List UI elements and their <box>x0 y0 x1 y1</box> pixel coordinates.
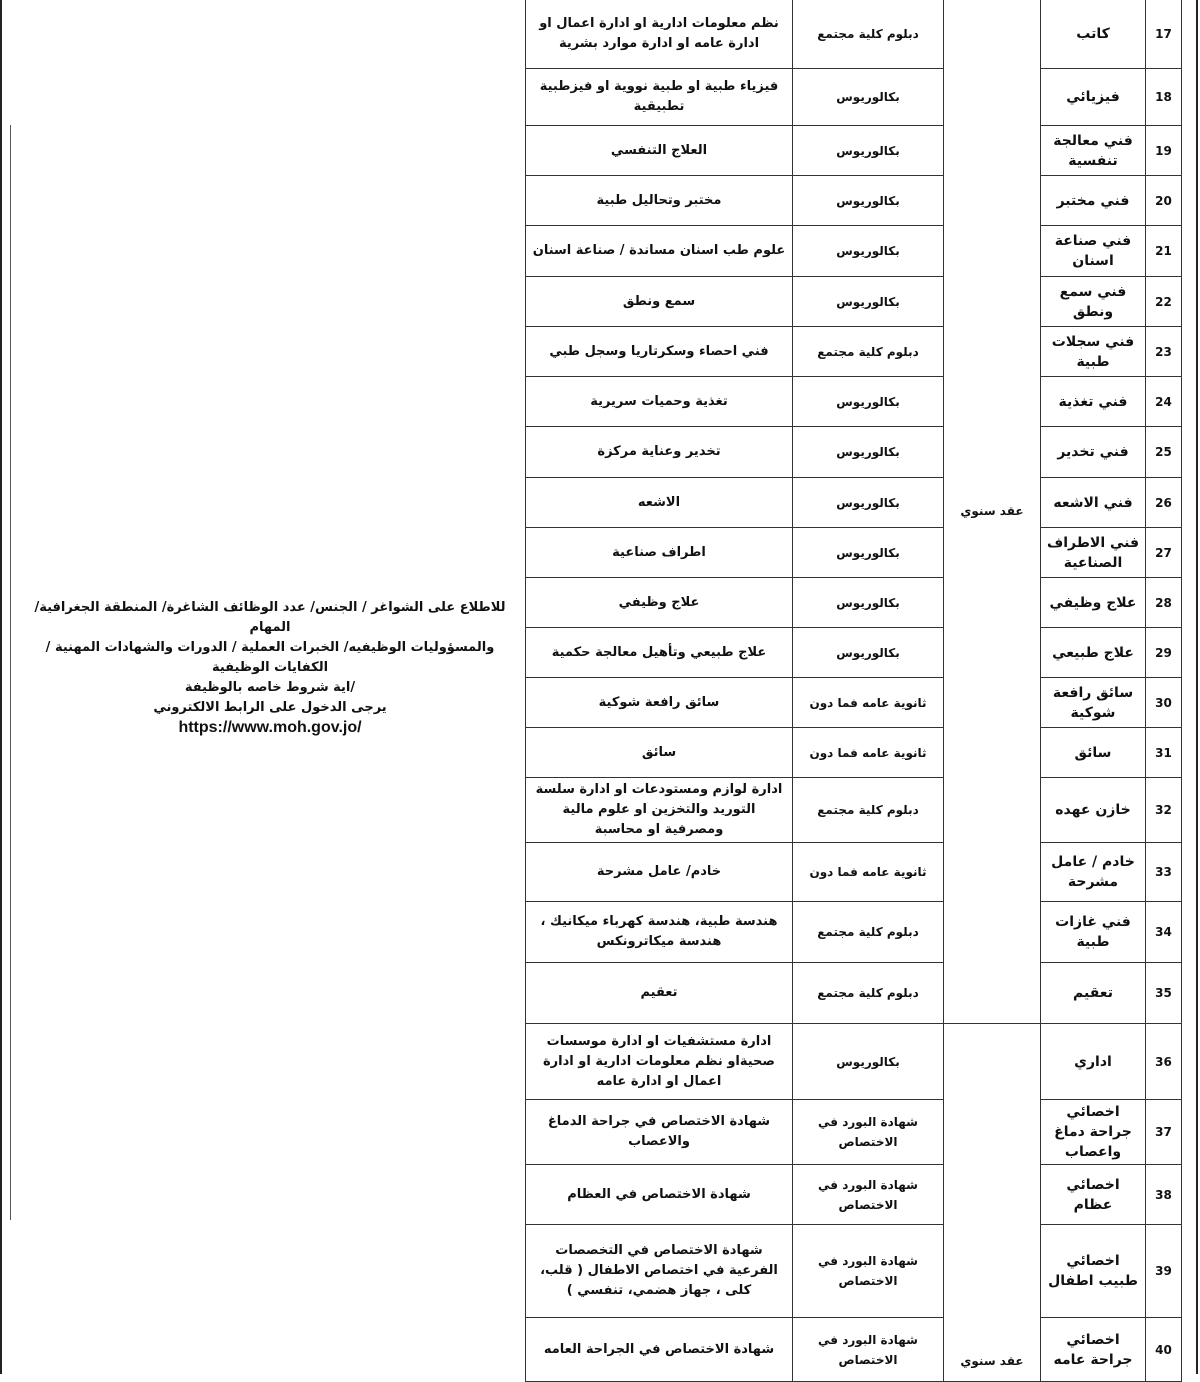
job-title-cell: تعقيم <box>1041 963 1146 1024</box>
table-row <box>526 1225 1182 1318</box>
table-row <box>526 176 1182 226</box>
specialization-cell: علاج طبيعي وتأهيل معالجة حكمية <box>526 628 793 678</box>
job-title-cell: فني غازات طبية <box>1041 902 1146 963</box>
table-row <box>526 427 1182 478</box>
specialization-cell: فني احصاء وسكرتاريا وسجل طبي <box>526 327 793 377</box>
degree-cell: بكالوريوس <box>793 578 944 628</box>
row-number-cell: 29 <box>1146 628 1182 678</box>
row-number-cell: 40 <box>1146 1318 1182 1382</box>
specialization-cell: شهادة الاختصاص في جراحة الدماغ والاعصاب <box>526 1100 793 1165</box>
degree-cell: شهادة البورد في الاختصاص <box>793 1165 944 1225</box>
degree-cell: ثانوية عامه فما دون <box>793 843 944 902</box>
table-row <box>526 678 1182 728</box>
degree-cell: بكالوريوس <box>793 528 944 578</box>
degree-cell: بكالوريوس <box>793 226 944 277</box>
notice-line: يرجى الدخول على الرابط الالكتروني <box>153 700 387 715</box>
degree-cell: شهادة البورد في الاختصاص <box>793 1225 944 1318</box>
degree-cell: بكالوريوس <box>793 277 944 327</box>
jobs-table-body <box>526 0 1182 1382</box>
degree-cell: بكالوريوس <box>793 377 944 427</box>
job-title-cell: فني سمع ونطق <box>1041 277 1146 327</box>
table-row <box>526 963 1182 1024</box>
specialization-cell: سائق <box>526 728 793 778</box>
specialization-cell: سائق رافعة شوكية <box>526 678 793 728</box>
notice-line: /اية شروط خاصه بالوظيفة <box>184 680 356 695</box>
table-row <box>526 69 1182 126</box>
degree-cell: دبلوم كلية مجتمع <box>793 327 944 377</box>
margin-line <box>10 125 11 1220</box>
job-title-cell: علاج طبيعي <box>1041 628 1146 678</box>
table-row <box>526 0 1182 69</box>
degree-cell: بكالوريوس <box>793 478 944 528</box>
notice-line: والمسؤوليات الوظيفيه/ الخبرات العملية / الدورات والشهادات المهنية / الكفايات الوظيفية <box>45 640 495 675</box>
table-row <box>526 902 1182 963</box>
table-row <box>526 478 1182 528</box>
degree-cell: شهادة البورد في الاختصاص <box>793 1100 944 1165</box>
table-row <box>526 327 1182 377</box>
row-number-cell: 24 <box>1146 377 1182 427</box>
job-title-cell: اخصائي طبيب اطفال <box>1041 1225 1146 1318</box>
job-title-cell: اخصائي جراحة دماغ واعصاب <box>1041 1100 1146 1165</box>
degree-cell: ثانوية عامه فما دون <box>793 678 944 728</box>
table-row <box>526 528 1182 578</box>
degree-cell: دبلوم كلية مجتمع <box>793 902 944 963</box>
degree-cell: بكالوريوس <box>793 1024 944 1100</box>
table-row <box>526 277 1182 327</box>
table-row <box>526 377 1182 427</box>
specialization-cell: خادم/ عامل مشرحة <box>526 843 793 902</box>
degree-cell: بكالوريوس <box>793 176 944 226</box>
job-title-cell: علاج وظيفي <box>1041 578 1146 628</box>
job-title-cell: فني معالجة تنفسية <box>1041 126 1146 176</box>
row-number-cell: 30 <box>1146 678 1182 728</box>
specialization-cell: علوم طب اسنان مساندة / صناعة اسنان <box>526 226 793 277</box>
degree-cell: بكالوريوس <box>793 69 944 126</box>
job-title-cell: فني الاشعه <box>1041 478 1146 528</box>
table-row <box>526 126 1182 176</box>
contract-type-cell: عقد سنوي <box>944 1024 1041 1382</box>
jobs-table <box>525 0 1182 1382</box>
specialization-cell: علاج وظيفي <box>526 578 793 628</box>
row-number-cell: 37 <box>1146 1100 1182 1165</box>
table-row <box>526 1318 1182 1382</box>
degree-cell: بكالوريوس <box>793 126 944 176</box>
contract-type-cell: عقد سنوي <box>944 0 1041 1024</box>
row-number-cell: 19 <box>1146 126 1182 176</box>
job-title-cell: كاتب <box>1041 0 1146 69</box>
specialization-cell: شهادة الاختصاص في العظام <box>526 1165 793 1225</box>
job-title-cell: اداري <box>1041 1024 1146 1100</box>
row-number-cell: 33 <box>1146 843 1182 902</box>
degree-cell: بكالوريوس <box>793 628 944 678</box>
specialization-cell: ادارة مستشفيات او ادارة موسسات صحيةاو نظم معلومات ادارية او ادارة اعمال او ادارة عامه <box>526 1024 793 1100</box>
table-row <box>526 578 1182 628</box>
degree-cell: بكالوريوس <box>793 427 944 478</box>
table-row <box>526 728 1182 778</box>
specialization-cell: شهادة الاختصاص في التخصصات الفرعية في اختصاص الاطفال ( قلب، كلى ، جهاز هضمي، تنفسي ) <box>526 1225 793 1318</box>
specialization-cell: فيزياء طبية او طبية نووية او فيزطبية تطبيقية <box>526 69 793 126</box>
specialization-cell: تخدير وعناية مركزة <box>526 427 793 478</box>
job-title-cell: فني صناعة اسنان <box>1041 226 1146 277</box>
job-title-cell: فني سجلات طبية <box>1041 327 1146 377</box>
row-number-cell: 28 <box>1146 578 1182 628</box>
degree-cell: دبلوم كلية مجتمع <box>793 778 944 843</box>
row-number-cell: 27 <box>1146 528 1182 578</box>
degree-cell: شهادة البورد في الاختصاص <box>793 1318 944 1382</box>
row-number-cell: 31 <box>1146 728 1182 778</box>
row-number-cell: 39 <box>1146 1225 1182 1318</box>
degree-cell: دبلوم كلية مجتمع <box>793 0 944 69</box>
notice-url-link[interactable]: https://www.moh.gov.jo/ <box>178 719 362 736</box>
row-number-cell: 32 <box>1146 778 1182 843</box>
specialization-cell: هندسة طبية، هندسة كهرباء ميكانيك ، هندسة ميكاترونكس <box>526 902 793 963</box>
specialization-cell: ادارة لوازم ومستودعات او ادارة سلسة التوريد والتخزين او علوم مالية ومصرفية او محاسبة <box>526 778 793 843</box>
job-title-cell: سائق رافعة شوكية <box>1041 678 1146 728</box>
specialization-cell: الاشعه <box>526 478 793 528</box>
table-row <box>526 843 1182 902</box>
specialization-cell: سمع ونطق <box>526 277 793 327</box>
specialization-cell: نظم معلومات ادارية او ادارة اعمال او ادارة عامه او ادارة موارد بشرية <box>526 0 793 69</box>
table-row <box>526 1100 1182 1165</box>
notice-block <box>20 598 520 738</box>
specialization-cell: مختبر وتحاليل طبية <box>526 176 793 226</box>
row-number-cell: 20 <box>1146 176 1182 226</box>
table-row <box>526 1024 1182 1100</box>
row-number-cell: 36 <box>1146 1024 1182 1100</box>
table-row <box>526 226 1182 277</box>
job-title-cell: فني تغذية <box>1041 377 1146 427</box>
notice-line: للاطلاع على الشواغر / الجنس/ عدد الوظائف الشاغرة/ المنطقة الجغرافية/ المهام <box>34 600 506 635</box>
row-number-cell: 17 <box>1146 0 1182 69</box>
row-number-cell: 18 <box>1146 69 1182 126</box>
job-title-cell: خازن عهده <box>1041 778 1146 843</box>
specialization-cell: تعقيم <box>526 963 793 1024</box>
degree-cell: دبلوم كلية مجتمع <box>793 963 944 1024</box>
degree-cell: ثانوية عامه فما دون <box>793 728 944 778</box>
table-row <box>526 1165 1182 1225</box>
row-number-cell: 22 <box>1146 277 1182 327</box>
job-title-cell: خادم / عامل مشرحة <box>1041 843 1146 902</box>
row-number-cell: 34 <box>1146 902 1182 963</box>
specialization-cell: شهادة الاختصاص في الجراحة العامه <box>526 1318 793 1382</box>
row-number-cell: 38 <box>1146 1165 1182 1225</box>
row-number-cell: 21 <box>1146 226 1182 277</box>
job-title-cell: فني تخدير <box>1041 427 1146 478</box>
job-title-cell: اخصائي عظام <box>1041 1165 1146 1225</box>
job-title-cell: فيزيائي <box>1041 69 1146 126</box>
job-title-cell: سائق <box>1041 728 1146 778</box>
row-number-cell: 26 <box>1146 478 1182 528</box>
row-number-cell: 23 <box>1146 327 1182 377</box>
specialization-cell: اطراف صناعية <box>526 528 793 578</box>
table-row <box>526 778 1182 843</box>
row-number-cell: 25 <box>1146 427 1182 478</box>
table-row <box>526 628 1182 678</box>
job-title-cell: اخصائي جراحة عامه <box>1041 1318 1146 1382</box>
job-title-cell: فني الاطراف الصناعية <box>1041 528 1146 578</box>
job-title-cell: فني مختبر <box>1041 176 1146 226</box>
specialization-cell: العلاج التنفسي <box>526 126 793 176</box>
row-number-cell: 35 <box>1146 963 1182 1024</box>
specialization-cell: تغذية وحميات سريرية <box>526 377 793 427</box>
